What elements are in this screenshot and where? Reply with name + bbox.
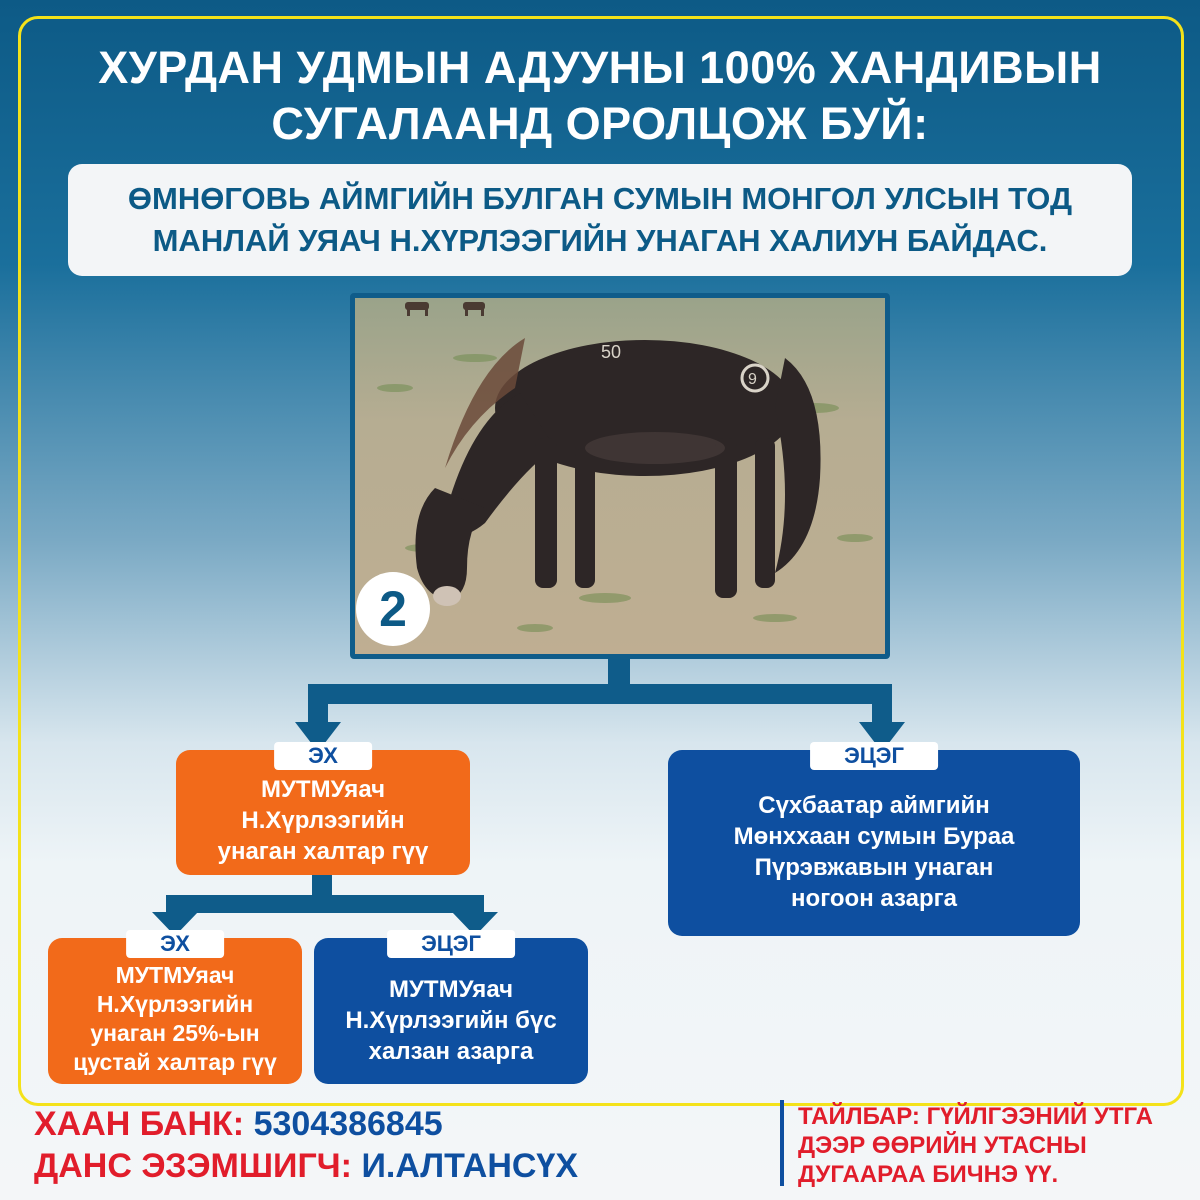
mother-text: МУТМУяач Н.Хүрлээгийн унаган халтар гүү [217,776,429,865]
mother-label: ЭХ [274,742,372,770]
grandfather-text: МУТМУяач Н.Хүрлээгийн бүс халзан азарга [345,975,557,1065]
holder-name: И.АЛТАНСҮХ [361,1147,579,1185]
mother-card [176,743,470,875]
grandmother-text: МУТМУяач Н.Хүрлээгийн унаган 25%-ын цустай халтар гүү [73,962,277,1075]
connector-bar-mid [166,895,484,913]
grandfather-label: ЭЦЭГ [387,930,515,958]
grandmother-card [48,931,302,1084]
brand-mark-50: 50 [601,342,622,362]
horse-photo [350,293,890,659]
father-text: Сүхбаатар аймгийн Мөнххаан сумын Бураа Пүрэвжавын унаган ногоон азарга [733,792,1015,912]
page-title: ХУРДАН УДМЫН АДУУНЫ 100% ХАНДИВЫН СУГАЛААНД ОРОЛЦОЖ БУЙ: [98,42,1102,149]
grandfather-card [314,931,588,1084]
footer-note: ТАЙЛБАР: ГҮЙЛГЭЭНИЙ УТГА ДЭЭР ӨӨРИЙН УТАСНЫ ДУГААРАА БИЧНЭ ҮҮ. [798,1103,1153,1188]
subtitle-text: ӨМНӨГОВЬ АЙМГИЙН БУЛГАН СУМЫН МОНГОЛ УЛСЫН ТОД МАНЛАЙ УЯАЧ Н.ХҮРЛЭЭГИЙН УНАГАН ХАЛИУН БАЙДАС. [127,181,1073,258]
father-label: ЭЦЭГ [810,742,938,770]
bank-info [34,1103,794,1187]
connector-left-drop [308,684,328,726]
bank-row [34,1103,794,1145]
horse-photo-icon [355,298,885,654]
brand-mark-9: 9 [748,371,757,388]
bank-label: ХААН БАНК: [34,1105,245,1143]
footer-divider [780,1100,784,1186]
holder-row [34,1145,794,1187]
connector-right-drop [872,684,892,726]
connector-bar-top [308,684,892,704]
horse-number-badge: 2 [356,572,430,646]
subtitle-box [68,164,1132,276]
holder-label: ДАНС ЭЗЭМШИГЧ: [34,1147,352,1185]
bank-account: 5304386845 [253,1105,443,1143]
grandmother-label: ЭХ [126,930,224,958]
father-card [668,743,1080,936]
